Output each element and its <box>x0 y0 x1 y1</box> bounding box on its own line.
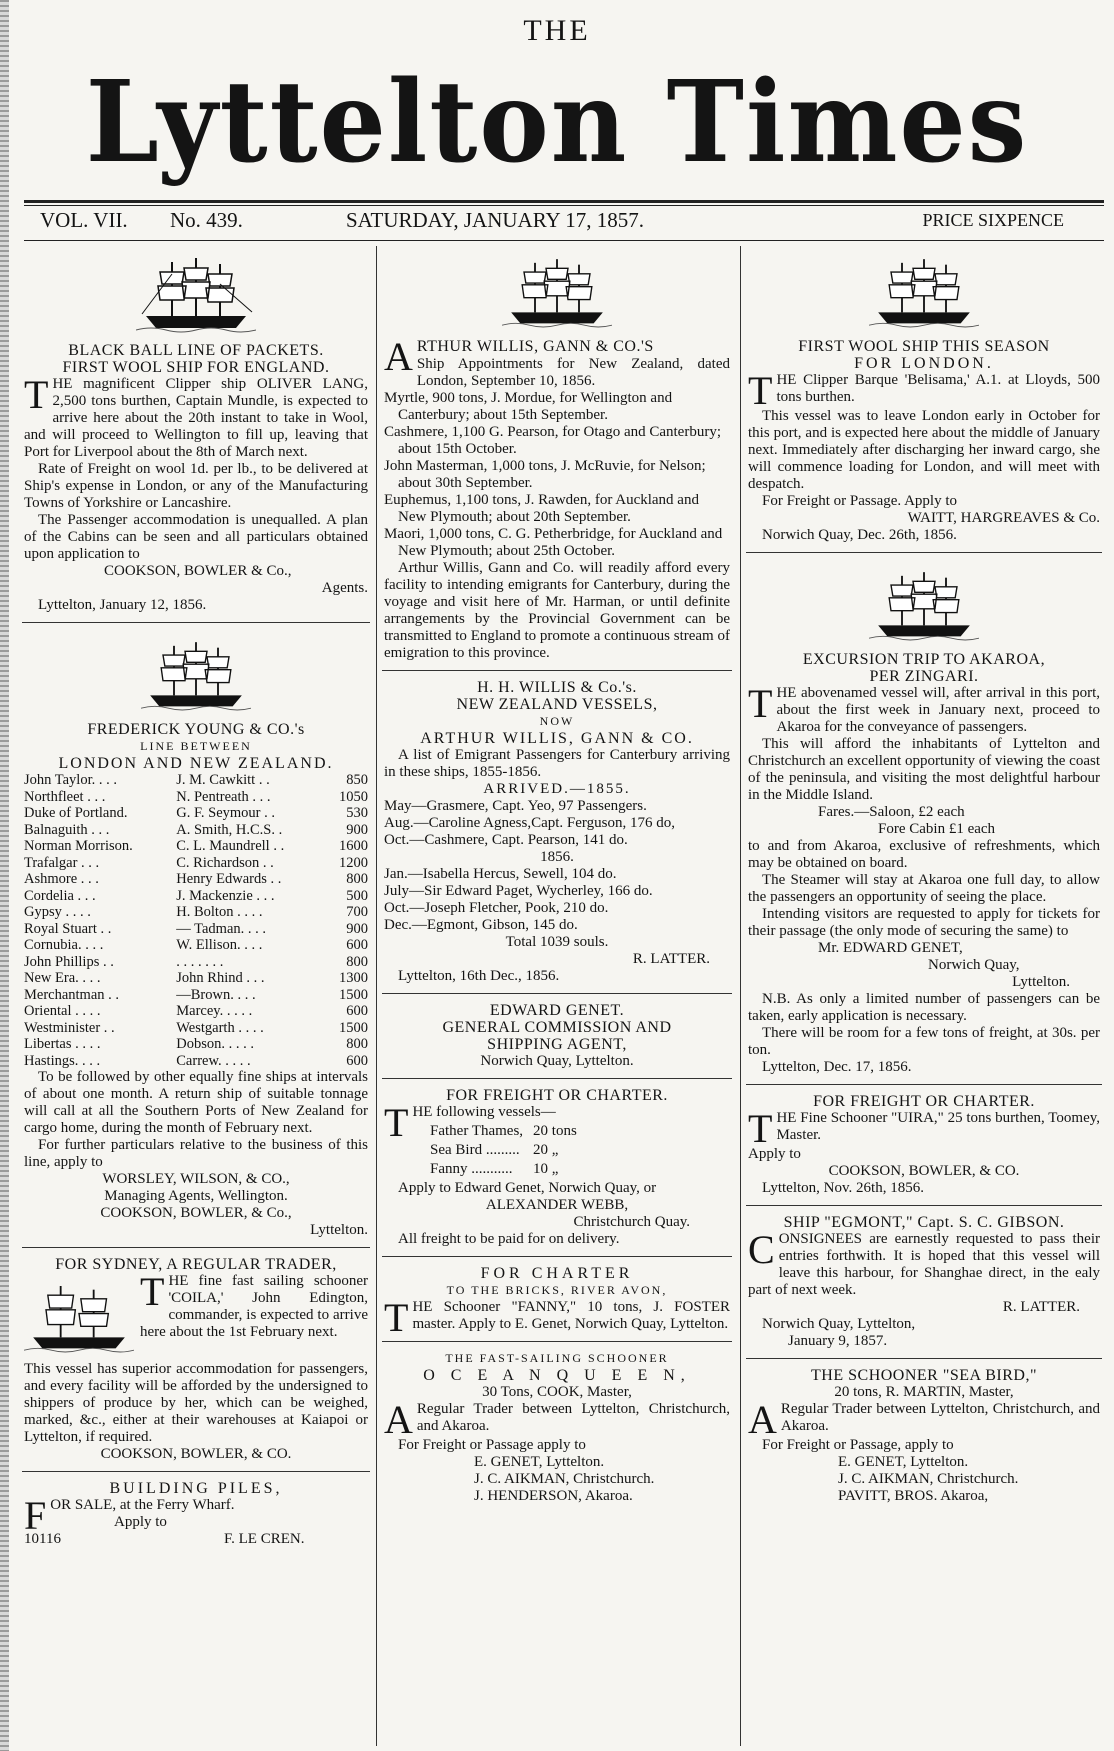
arrival-line: Jan.—Isabella Hercus, Sewell, 104 do. <box>384 866 617 882</box>
ship-list-row <box>24 1003 368 1020</box>
agent-line: J. HENDERSON, Akaroa. <box>474 1488 633 1504</box>
ship-tonnage: 850 <box>346 772 368 788</box>
ad-separator <box>22 1471 370 1472</box>
ship-list-row <box>24 937 368 954</box>
ship-captain: —Brown. . . . <box>176 986 256 1003</box>
ship-list-table <box>24 772 368 1069</box>
column-divider <box>740 246 741 1746</box>
advertisement-hh-willis <box>382 677 732 987</box>
ship-captain: J. M. Cawkitt . . <box>176 772 270 788</box>
ad-signature-role: Managing Agents, Wellington. <box>104 1188 288 1204</box>
advertisement-edward-genet <box>382 1000 732 1072</box>
ship-tonnage: 1050 <box>339 788 368 805</box>
ad-body: Regular Trader between Lyttelton, Christchurch, and Akaroa. <box>416 1401 730 1434</box>
ship-appointment: Euphemus, 1,100 tons, J. Rawden, for Auckland and New Plymouth; about 20th September. <box>384 492 699 525</box>
ad-signature-role: Lyttelton. <box>310 1222 368 1238</box>
ship-name: Northfleet . . . <box>24 788 106 805</box>
ad-date: January 9, 1857. <box>788 1333 888 1349</box>
ship-tonnage: 500 <box>346 887 368 904</box>
drop-cap: C <box>748 1227 775 1272</box>
ad-paragraph: The Steamer will stay at Akaroa one full day, to allow the passengers an opportunity of seeing the place. <box>748 872 1100 905</box>
ad-headline: H. H. WILLIS & Co.'s. <box>477 679 637 696</box>
ad-headline: RTHUR WILLIS, GANN & CO.'S <box>416 338 654 355</box>
ad-paragraph: This vessel was to leave London early in October for this port, and is expected here about the middle of January next. Immediately after discharging her inward cargo, she will commence loading for London, and will meet with despatch. <box>748 408 1100 492</box>
dateline-rule <box>24 240 1104 241</box>
ad-paragraph: There will be room for a few tons of freight, at 30s. per ton. <box>748 1025 1100 1058</box>
ad-signature: COOKSON, BOWLER & Co., <box>104 563 292 579</box>
vessel-name: Sea Bird ......... <box>430 1142 520 1158</box>
ad-separator <box>22 622 370 623</box>
ad-subheadline: LONDON AND NEW ZEALAND. <box>58 755 334 772</box>
ad-signature: WAITT, HARGREAVES & Co. <box>907 510 1100 526</box>
vessel-row <box>426 1142 581 1159</box>
drop-cap: T <box>748 681 773 726</box>
ship-list-row <box>24 1053 368 1070</box>
ship-captain: C. L. Maundrell . . <box>176 838 285 854</box>
advertisement-sea-bird <box>746 1365 1102 1507</box>
ship-list-row <box>24 855 368 872</box>
ship-name: New Era. . . . <box>24 970 101 986</box>
ad-subheadline: SHIPPING AGENT, <box>487 1036 627 1053</box>
ship-name: Norman Morrison. <box>24 838 133 854</box>
vessel-row <box>426 1123 581 1140</box>
ad-signature: R. LATTER. <box>632 951 710 967</box>
ad-signature-address: Norwich Quay, <box>928 957 1020 973</box>
ship-name: John Taylor. . . . <box>24 772 117 788</box>
drop-cap: A <box>748 1397 777 1442</box>
ship-tonnage: 900 <box>346 920 368 937</box>
advertisement-uira <box>746 1091 1102 1199</box>
vessel-tons: 20 „ <box>533 1142 559 1158</box>
ship-icon <box>136 254 256 338</box>
ship-tonnage: 600 <box>346 1052 368 1069</box>
ship-tonnage: 600 <box>346 937 368 953</box>
ship-tonnage: 900 <box>346 821 368 838</box>
arrival-line: Aug.—Caroline Agness,Capt. Ferguson, 176 do, <box>384 815 675 831</box>
ad-apply: For Freight or Passage apply to <box>398 1437 586 1453</box>
arrival-line: May—Grasmere, Capt. Yeo, 97 Passengers. <box>384 798 647 814</box>
agent-line: E. GENET, Lyttelton. <box>474 1454 605 1470</box>
ship-list-row <box>24 789 368 806</box>
drop-cap: F <box>24 1493 47 1538</box>
ad-signature: COOKSON, BOWLER, & Co., <box>100 1205 292 1221</box>
advertisement-for-charter <box>382 1263 732 1340</box>
ad-separator <box>382 1078 732 1079</box>
ship-tonnage: 600 <box>346 1003 368 1019</box>
ship-captain: N. Pentreath . . . <box>176 788 271 805</box>
masthead-rule-thin <box>24 205 1104 206</box>
ad-headline: FOR FREIGHT OR CHARTER. <box>446 1087 668 1104</box>
ad-signature: R. LATTER. <box>1002 1299 1080 1315</box>
ship-name: Merchantman . . <box>24 986 120 1003</box>
ad-body: Ship Appointments for New Zealand, dated London, September 10, 1856. <box>416 356 730 389</box>
ship-name: Oriental . . . . <box>24 1003 101 1019</box>
ad-headline: SHIP "EGMONT," Capt. S. C. GIBSON. <box>783 1214 1065 1231</box>
arrival-line: Oct.—Joseph Fletcher, Pook, 210 do. <box>384 900 609 916</box>
ship-name: Libertas . . . . <box>24 1036 101 1052</box>
drop-cap: T <box>140 1269 165 1314</box>
ship-captain: Henry Edwards . . <box>176 871 282 887</box>
agent-line: J. C. AIKMAN, Christchurch. <box>838 1471 1019 1487</box>
ad-subheadline: LINE BETWEEN <box>140 739 252 753</box>
volume: VOL. VII. <box>40 208 128 232</box>
ad-body: HE magnificent Clipper ship OLIVER LANG, 2,500 tons burthen, Captain Mundle, is expected to arrive here about the 20th instant to take in Wool, and will proceed to Wellington to fill up, leaving that Port for Liverpool about the 8th of March next. <box>24 376 368 460</box>
ship-list-row <box>24 1020 368 1037</box>
ship-name: Cordelia . . . <box>24 887 96 904</box>
vessel-name: Fanny ........... <box>430 1161 513 1177</box>
ad-separator <box>746 1084 1102 1085</box>
ship-list-row <box>24 954 368 971</box>
ship-list-row <box>24 921 368 938</box>
ship-tonnage: 1600 <box>339 838 368 854</box>
ad-date: Norwich Quay, Dec. 26th, 1856. <box>762 527 957 543</box>
column-divider <box>376 246 377 1746</box>
ship-name: Duke of Portland. <box>24 805 128 821</box>
issue-date: SATURDAY, JANUARY 17, 1857. <box>346 208 644 232</box>
dateline <box>40 208 1064 238</box>
ad-body: ONSIGNEES are earnestly requested to pass their entries forthwith. It is hoped that this vessel will leave this harbour, for Shanghae direct, in the ealy part of next week. <box>748 1231 1100 1298</box>
ship-name: Gypsy . . . . <box>24 904 91 920</box>
ship-captain: G. F. Seymour . . <box>176 805 275 821</box>
ad-headline: FOR CHARTER <box>480 1265 634 1282</box>
ad-signature-address: Lyttelton. <box>1012 974 1070 990</box>
ad-separator <box>746 1358 1102 1359</box>
vessel-table <box>424 1121 583 1180</box>
ad-paragraph: Rate of Freight on wool 1d. per lb., to be delivered at Ship's expense in London, or any of the Manufacturing Towns of Yorkshire or Lancashire. <box>24 461 368 511</box>
ad-signature: Mr. EDWARD GENET, <box>818 940 963 956</box>
ad-subheadline: ARRIVED.—1855. <box>483 781 631 797</box>
ad-headline: EDWARD GENET. <box>489 1002 625 1019</box>
ad-separator <box>746 552 1102 553</box>
ship-captain: Dobson. . . . . <box>176 1036 255 1052</box>
ship-icon <box>24 1277 134 1361</box>
ad-body: HE Fine Schooner "UIRA," 25 tons burthen, Toomey, Master. <box>776 1110 1100 1143</box>
ad-note: All freight to be paid for on delivery. <box>398 1231 620 1247</box>
ad-paragraph: This vessel has superior accommodation for passengers, and every facility will be afforded by the undersigned to shippers of produce by her, which can be weighed, marked, &c., either at their warehouses at Kaiapoi or Lyttelton, if required. <box>24 1361 368 1445</box>
ad-body: HE Schooner "FANNY," 10 tons, J. FOSTER master. Apply to E. Genet, Norwich Quay, Lyttelton. <box>412 1299 730 1332</box>
ad-signature: ALEXANDER WEBB, <box>485 1197 629 1213</box>
ship-name: Westminister . . <box>24 1019 115 1036</box>
ad-separator <box>382 993 732 994</box>
ad-subheadline: TO THE BRICKS, RIVER AVON, <box>446 1283 668 1297</box>
ship-tonnage: 800 <box>346 871 368 887</box>
ship-captain: H. Bolton . . . . <box>176 904 263 920</box>
ship-list-row <box>24 987 368 1004</box>
ship-captain: . . . . . . . <box>176 953 224 970</box>
ad-paragraph: The Passenger accommodation is unequalled. A plan of the Cabins can be seen and all particulars obtained upon application to <box>24 512 368 562</box>
ad-paragraph: A list of Emigrant Passengers for Canterbury arriving in these ships, 1855-1856. <box>384 747 730 780</box>
ship-list-row <box>24 904 368 921</box>
ship-name: Hastings. . . . <box>24 1052 101 1069</box>
ad-apply: Apply to Edward Genet, Norwich Quay, or <box>398 1180 657 1196</box>
ad-body: HE following vessels— <box>412 1104 556 1120</box>
ship-list-row <box>24 1036 368 1053</box>
agent-line: PAVITT, BROS. Akaroa, <box>838 1488 989 1504</box>
advertisement-coila <box>22 1254 370 1465</box>
ad-subheadline: GENERAL COMMISSION AND <box>442 1019 672 1036</box>
ad-headline: FOR SYDNEY, A REGULAR TRADER, <box>55 1256 337 1273</box>
ad-code: 10116 <box>24 1531 61 1547</box>
drop-cap: T <box>384 1100 409 1145</box>
fare-saloon: Fares.—Saloon, £2 each <box>818 804 965 820</box>
ship-icon <box>141 637 251 717</box>
ship-list-row <box>24 888 368 905</box>
agent-line: E. GENET, Lyttelton. <box>838 1454 969 1470</box>
ship-tonnage: 700 <box>346 904 368 920</box>
ship-tonnage: 1200 <box>339 854 368 871</box>
ship-captain: John Rhind . . . <box>176 970 265 986</box>
masthead-the: THE <box>523 14 591 47</box>
issue-number: No. 439. <box>170 208 243 232</box>
ad-apply: Apply to <box>748 1146 801 1162</box>
ad-subheadline: 20 tons, R. MARTIN, Master, <box>834 1384 1014 1400</box>
drop-cap: T <box>748 368 773 413</box>
ship-appointment: John Masterman, 1,000 tons, J. McRuvie, for Nelson; about 30th September. <box>384 458 706 491</box>
ad-subheadline: PER ZINGARI. <box>869 668 979 685</box>
advertisement-ocean-queen <box>382 1348 732 1507</box>
ad-date: Lyttelton, Dec. 17, 1856. <box>762 1059 912 1075</box>
ad-date: Lyttelton, January 12, 1856. <box>38 597 207 613</box>
ad-subheadline: FIRST WOOL SHIP FOR ENGLAND. <box>62 359 330 376</box>
ad-paragraph: For further particulars relative to the business of this line, apply to <box>24 1137 368 1170</box>
price: PRICE SIXPENCE <box>922 210 1064 230</box>
drop-cap: T <box>384 1295 409 1340</box>
ship-tonnage: 800 <box>346 953 368 970</box>
ad-separator <box>382 670 732 671</box>
ad-headline: FREDERICK YOUNG & CO.'s <box>87 721 305 738</box>
agent-line: J. C. AIKMAN, Christchurch. <box>474 1471 655 1487</box>
ad-body: HE fine fast sailing schooner 'COILA,' John Edington, commander, is expected to arrive here about the 1st February next. <box>140 1273 368 1340</box>
ad-body: HE Clipper Barque 'Belisama,' A.1. at Lloyds, 500 tons burthen. <box>776 372 1100 405</box>
drop-cap: T <box>748 1106 773 1151</box>
fare-fore-cabin: Fore Cabin £1 each <box>878 821 996 837</box>
ship-list-row <box>24 838 368 855</box>
ship-list-row <box>24 805 368 822</box>
advertisement-zingari <box>746 559 1102 1078</box>
ship-appointment: Maori, 1,000 tons, C. G. Petherbridge, for Auckland and New Plymouth; about 25th October. <box>384 526 723 559</box>
ad-subheadline: 30 Tons, COOK, Master, <box>482 1384 632 1400</box>
newspaper-title: Lyttelton Times <box>85 55 1029 188</box>
ad-signature: COOKSON, BOWLER, & CO. <box>100 1446 292 1462</box>
arrival-line: Oct.—Cashmere, Capt. Pearson, 141 do. <box>384 832 628 848</box>
ship-captain: Westgarth . . . . <box>176 1019 264 1036</box>
ship-captain: W. Ellison. . . . <box>176 937 263 953</box>
ship-icon <box>502 254 612 334</box>
ship-tonnage: 1500 <box>339 1019 368 1036</box>
vessel-row <box>426 1161 581 1178</box>
ship-tonnage: 1500 <box>339 986 368 1003</box>
ship-list-row <box>24 970 368 987</box>
ad-signature-role: Christchurch Quay. <box>573 1214 690 1230</box>
ad-subheadline: ARTHUR WILLIS, GANN & CO. <box>420 730 694 747</box>
ad-body: Regular Trader between Lyttelton, Christchurch, and Akaroa. <box>780 1401 1100 1434</box>
ship-captain: C. Richardson . . <box>176 854 274 871</box>
ship-name: Ashmore . . . <box>24 871 99 887</box>
ad-paragraph: This will afford the inhabitants of Lyttelton and Christchurch an excellent opportunity of viewing the coast of the peninsula, and visiting the most delightful harbour in the Middle Island. <box>748 736 1100 803</box>
ad-signature: COOKSON, BOWLER, & CO. <box>828 1163 1020 1179</box>
ad-total: Total 1039 souls. <box>505 934 609 950</box>
ad-body: HE abovenamed vessel will, after arrival in this port, about the first week in January next, proceed to Akaroa for the conveyance of passengers. <box>776 685 1100 735</box>
advertisement-building-piles <box>22 1478 370 1551</box>
ad-paragraph: Arthur Willis, Gann and Co. will readily afford every facility to intending emigrants for Canterbury, during the voyage and visit here of Mr. Harman, or until definite arrangements by the Provincial Government can be transmitted to England to promote a continuous stream of emigration to this province. <box>384 560 730 661</box>
ad-separator <box>746 1205 1102 1206</box>
ad-headline: BUILDING PILES, <box>109 1480 283 1497</box>
ad-date: Lyttelton, Nov. 26th, 1856. <box>762 1180 924 1196</box>
ad-date: Lyttelton, 16th Dec., 1856. <box>398 968 560 984</box>
page-binding-edge <box>0 0 9 1751</box>
advertisement-frederick-young <box>22 629 370 1241</box>
column-3 <box>746 246 1102 1746</box>
advertisement-belisama <box>746 246 1102 546</box>
ad-body: OR SALE, at the Ferry Wharf. <box>50 1497 235 1513</box>
ad-separator <box>382 1341 732 1342</box>
ship-appointment: Myrtle, 900 tons, J. Mordue, for Wellington and Canterbury; about 15th September. <box>384 390 673 423</box>
arrival-line: Dec.—Egmont, Gibson, 145 do. <box>384 917 578 933</box>
ship-tonnage: 800 <box>346 1036 368 1052</box>
advertisement-black-ball <box>22 246 370 616</box>
ad-address: Norwich Quay, Lyttelton. <box>480 1053 634 1069</box>
ad-subheadline: FOR LONDON. <box>854 355 994 372</box>
ship-list-row <box>24 822 368 839</box>
masthead-rule <box>24 200 1104 203</box>
column-2 <box>382 246 732 1746</box>
ad-apply: For Freight or Passage, apply to <box>762 1437 954 1453</box>
ship-appointment: Cashmere, 1,100 G. Pearson, for Otago and Canterbury; about 15th October. <box>384 424 722 457</box>
ship-tonnage: 1300 <box>339 970 368 986</box>
ad-signature-role: Agents. <box>321 580 368 596</box>
ad-paragraph: To be followed by other equally fine ships at intervals of about one month. A return ship of suitable tonnage will call at all the Southern Ports of New Zealand for cargo home, during the month of February next. <box>24 1069 368 1136</box>
ship-name: Cornubia. . . . <box>24 937 104 953</box>
arrival-line: July—Sir Edward Paget, Wycherley, 166 do. <box>384 883 653 899</box>
advertisement-freight-charter <box>382 1085 732 1250</box>
ad-headline: FIRST WOOL SHIP THIS SEASON <box>798 338 1050 355</box>
ship-icon <box>869 254 979 334</box>
ad-signature: WORSLEY, WILSON, & CO., <box>102 1171 290 1187</box>
ship-list-row <box>24 871 368 888</box>
advertisement-willis-gann <box>382 246 732 664</box>
advertisement-egmont <box>746 1212 1102 1352</box>
masthead <box>0 0 1114 232</box>
ad-subheadline: NEW ZEALAND VESSELS, <box>456 696 658 713</box>
ad-paragraph: Intending visitors are requested to apply for tickets for their passage (the only mode of securing the same) to <box>748 906 1100 939</box>
vessel-name: Father Thames, <box>430 1123 524 1139</box>
ad-headline: FOR FREIGHT OR CHARTER. <box>813 1093 1035 1110</box>
ad-headline: EXCURSION TRIP TO AKAROA, <box>802 651 1046 668</box>
vessel-tons: 10 „ <box>533 1161 559 1177</box>
ad-note: N.B. As only a limited number of passengers can be taken, early application is necessary. <box>748 991 1100 1024</box>
drop-cap: A <box>384 334 413 379</box>
ship-captain: J. Mackenzie . . . <box>176 887 275 904</box>
ship-tonnage: 530 <box>346 805 368 821</box>
ship-captain: Carrew. . . . . <box>176 1052 251 1069</box>
ship-name: Balnaguith . . . <box>24 821 110 838</box>
ship-name: Royal Stuart . . <box>24 920 112 937</box>
ad-year: 1856. <box>540 849 574 865</box>
ad-separator <box>22 1247 370 1248</box>
ad-date: Norwich Quay, Lyttelton, <box>762 1316 916 1332</box>
ship-name: Trafalgar . . . <box>24 854 100 871</box>
ad-headline: BLACK BALL LINE OF PACKETS. <box>68 342 324 359</box>
ad-signature: F. LE CREN. <box>224 1531 305 1547</box>
ship-name: John Phillips . . <box>24 953 114 970</box>
ad-apply: Apply to <box>114 1514 167 1530</box>
ad-subheadline: O C E A N Q U E E N, <box>423 1367 691 1384</box>
vessel-tons: 20 tons <box>533 1123 577 1139</box>
ship-captain: — Tadman. . . . <box>176 920 266 937</box>
ship-icon <box>869 567 979 647</box>
drop-cap: T <box>24 372 49 417</box>
ad-headline: THE SCHOONER "SEA BIRD," <box>811 1367 1037 1384</box>
ship-captain: Marcey. . . . . <box>176 1003 253 1019</box>
ship-list-row <box>24 772 368 789</box>
drop-cap: A <box>384 1397 413 1442</box>
ad-subheadline: NOW <box>539 714 575 728</box>
ad-separator <box>382 1256 732 1257</box>
ad-paragraph: to and from Akaroa, exclusive of refreshments, which may be obtained on board. <box>748 838 1100 871</box>
ad-headline: THE FAST-SAILING SCHOONER <box>445 1351 669 1365</box>
ad-paragraph: For Freight or Passage. Apply to <box>762 493 957 509</box>
column-1 <box>22 246 370 1746</box>
ship-captain: A. Smith, H.C.S. . <box>176 821 283 838</box>
